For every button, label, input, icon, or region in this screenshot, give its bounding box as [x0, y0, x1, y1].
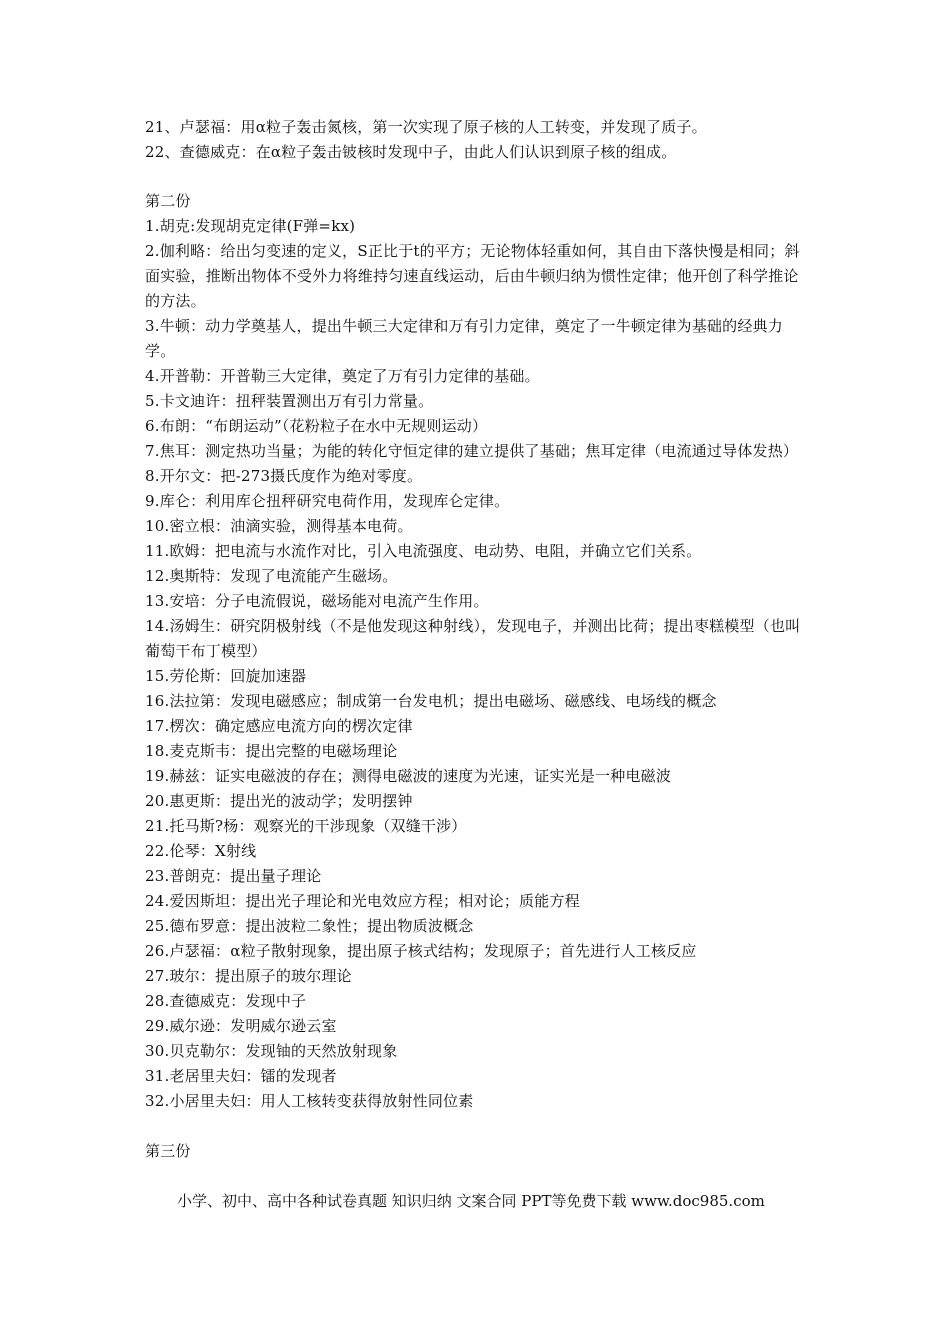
list-item: 6.布朗：“布朗运动”（花粉粒子在水中无规则运动）: [145, 417, 488, 435]
list-item: 24.爱因斯坦：提出光子理论和光电效应方程；相对论；质能方程: [145, 892, 580, 910]
list-item: 31.老居里夫妇：镭的发现者: [145, 1067, 337, 1085]
list-item: 21.托马斯?杨：观察光的干涉现象（双缝干涉）: [145, 817, 467, 835]
list-item: 11.欧姆：把电流与水流作对比，引入电流强度、电动势、电阻，并确立它们关系。: [145, 542, 702, 560]
text-line: 22、查德威克：在α粒子轰击铍核时发现中子，由此人们认识到原子核的组成。: [145, 143, 677, 161]
list-item: 14.汤姆生：研究阴极射线（不是他发现这种射线），发现电子，并测出比荷；提出枣糕模型（也叫葡萄干布丁模型）: [145, 617, 801, 660]
list-item: 17.楞次：确定感应电流方向的楞次定律: [145, 717, 413, 735]
list-item: 1.胡克:发现胡克定律(F弹=kx): [145, 217, 356, 235]
list-item: 23.普朗克：提出量子理论: [145, 867, 322, 885]
list-item: 27.玻尔：提出原子的玻尔理论: [145, 967, 352, 985]
list-item: 20.惠更斯：提出光的波动学；发明摆钟: [145, 792, 413, 810]
list-item: 25.德布罗意：提出波粒二象性；提出物质波概念: [145, 917, 474, 935]
spacer: [145, 1114, 813, 1139]
list-item: 30.贝克勒尔：发现铀的天然放射现象: [145, 1042, 398, 1060]
list-item: 15.劳伦斯：回旋加速器: [145, 667, 307, 685]
list-item: 3.牛顿：动力学奠基人，提出牛顿三大定律和万有引力定律，奠定了一牛顿定律为基础的经典力学。: [145, 317, 783, 360]
section-2: [145, 189, 813, 1164]
list-item: 5.卡文迪许：扭秤装置测出万有引力常量。: [145, 392, 434, 410]
list-item: 29.威尔逊：发明威尔逊云室: [145, 1017, 337, 1035]
footer-advert: 小学、初中、高中各种试卷真题 知识归纳 文案合同 PPT等免费下载 www.doc985.com: [177, 1192, 765, 1210]
list-item: 13.安培：分子电流假说，磁场能对电流产生作用。: [145, 592, 489, 610]
list-item: 22.伦琴：X射线: [145, 842, 257, 860]
list-item: 28.查德威克：发现中子: [145, 992, 307, 1010]
section-heading: 第二份: [145, 192, 191, 210]
list-item: 16.法拉第：发现电磁感应；制成第一台发电机；提出电磁场、磁感线、电场线的概念: [145, 692, 717, 710]
section-heading: 第三份: [145, 1142, 191, 1160]
list-item: 8.开尔文：把-273摄氏度作为绝对零度。: [145, 467, 423, 485]
list-item: 32.小居里夫妇：用人工核转变获得放射性同位素: [145, 1092, 474, 1110]
list-item: 2.伽利略：给出匀变速的定义，S正比于t的平方；无论物体轻重如何，其自由下落快慢是相同；斜面实验，推断出物体不受外力将维持匀速直线运动，后由牛顿归纳为惯性定律；他开创了科学推论的方法。: [145, 242, 800, 310]
list-item: 12.奥斯特：发现了电流能产生磁场。: [145, 567, 398, 585]
list-item: 7.焦耳：测定热功当量；为能的转化守恒定律的建立提供了基础；焦耳定律（电流通过导体发热）: [145, 442, 799, 460]
list-item: 4.开普勒：开普勒三大定律，奠定了万有引力定律的基础。: [145, 367, 540, 385]
list-item: 10.密立根：油滴实验，测得基本电荷。: [145, 517, 413, 535]
list-item: 26.卢瑟福：α粒子散射现象，提出原子核式结构；发现原子；首先进行人工核反应: [145, 942, 697, 960]
intro-lines: [145, 115, 813, 165]
list-item: 18.麦克斯韦：提出完整的电磁场理论: [145, 742, 398, 760]
list-item: 19.赫兹：证实电磁波的存在；测得电磁波的速度为光速，证实光是一种电磁波: [145, 767, 672, 785]
list-item: 9.库仑：利用库仑扭秤研究电荷作用，发现库仑定律。: [145, 492, 510, 510]
text-line: 21、卢瑟福：用α粒子轰击氮核，第一次实现了原子核的人工转变，并发现了质子。: [145, 118, 707, 136]
